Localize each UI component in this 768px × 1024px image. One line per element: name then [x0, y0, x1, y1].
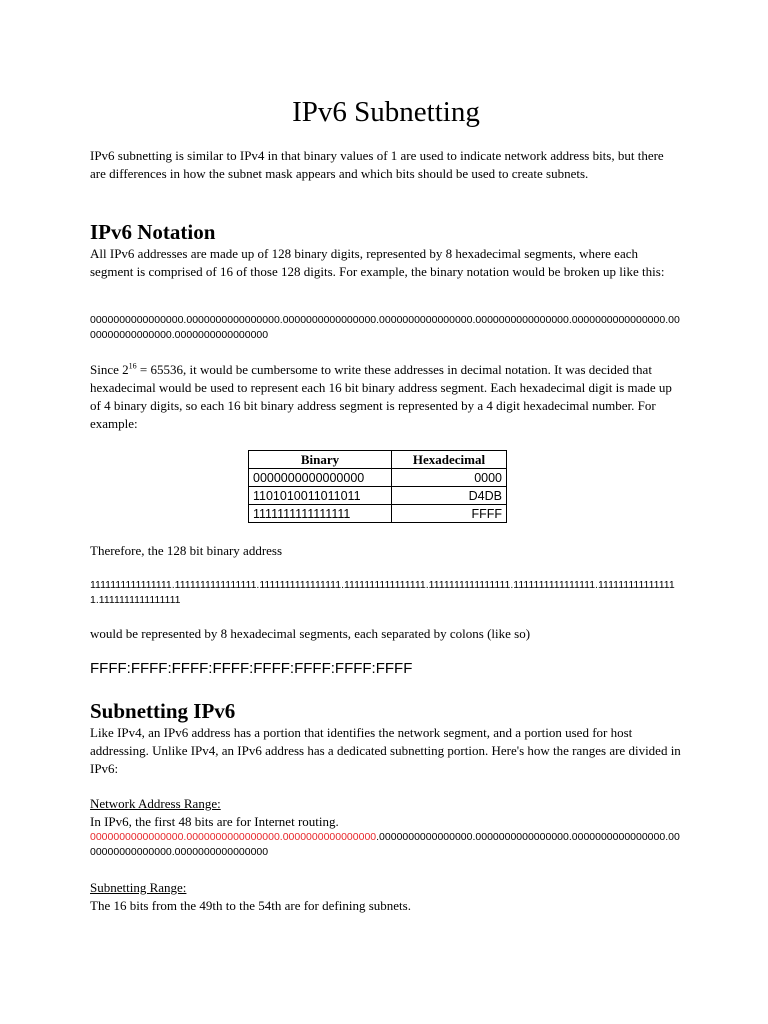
since-rest-text: = 65536, it would be cumbersome to write these addresses in decimal notation. It was decided that hexadecimal would be used to represent each 16 bit binary address segment. Each hexadecimal digit is made up of 4 binary digits, so each 16 bit binary address segment is represented by a 4 digit hexadecimal number. For example:	[90, 362, 672, 431]
network-range-text: In IPv6, the first 48 bits are for Internet routing.	[90, 814, 339, 829]
exponent: 16	[128, 361, 137, 371]
network-bits-highlight: 0000000000000000.0000000000000000.0000000000000000	[90, 831, 377, 843]
therefore-text: Therefore, the 128 bit binary address	[90, 543, 283, 558]
table-cell-binary: 1101010011011011	[249, 487, 392, 505]
page-title: IPv6 Subnetting	[292, 96, 480, 128]
table-cell-binary: 1111111111111111	[249, 505, 392, 523]
table-cell-hex: D4DB	[392, 487, 507, 505]
table-row	[249, 487, 507, 505]
table-header-row	[249, 451, 507, 469]
binary-ones-example: 1111111111111111.1111111111111111.1111111111111111.1111111111111111.1111111111111111.1111111111111111.1111111111111111.1111111111111111	[90, 579, 675, 606]
notation-paragraph: All IPv6 addresses are made up of 128 binary digits, represented by 8 hexadecimal segments, where each segment is comprised of 16 of those 128 digits. For example, the binary notation would be broken up like this:	[90, 246, 665, 279]
table-row	[249, 505, 507, 523]
table-row	[249, 469, 507, 487]
subnetting-paragraph: Like IPv4, an IPv6 address has a portion that identifies the network segment, and a portion used for host addressing. Unlike IPv4, an IPv6 address has a dedicated subnetting portion. Here's how the ranges are divided in IPv6:	[90, 725, 681, 776]
notation-heading: IPv6 Notation	[90, 220, 216, 244]
table-cell-binary: 0000000000000000	[249, 469, 392, 487]
hex-explanation-paragraph	[90, 361, 682, 433]
table-cell-hex: 0000	[392, 469, 507, 487]
hex-address-example: FFFF:FFFF:FFFF:FFFF:FFFF:FFFF:FFFF:FFFF	[90, 660, 413, 677]
since-text: Since 2	[90, 362, 129, 377]
table-cell-hex: FFFF	[392, 505, 507, 523]
subnetting-heading: Subnetting IPv6	[90, 699, 236, 723]
table-header-hexadecimal: Hexadecimal	[392, 451, 507, 469]
binary-hex-table	[248, 450, 507, 523]
remaining-bits: .0000000000000000.0000000000000000.0000000000000000.0000000000000000.0000000000000000	[90, 831, 680, 858]
intro-paragraph: IPv6 subnetting is similar to IPv4 in that binary values of 1 are used to indicate network address bits, but there are differences in how the subnet mask appears and which bits should be used to create subnets.	[90, 148, 664, 181]
table-header-binary: Binary	[249, 451, 392, 469]
subnetting-range-text: The 16 bits from the 49th to the 54th are for defining subnets.	[90, 898, 411, 913]
subnetting-range-label: Subnetting Range:	[90, 880, 187, 895]
represented-text: would be represented by 8 hexadecimal segments, each separated by colons (like so)	[90, 626, 531, 641]
binary-zeros-example: 0000000000000000.0000000000000000.0000000000000000.0000000000000000.0000000000000000.0000000000000000.0000000000000000.0000000000000000	[90, 314, 680, 341]
network-range-label: Network Address Range:	[90, 796, 221, 811]
network-range-binary	[90, 830, 682, 860]
